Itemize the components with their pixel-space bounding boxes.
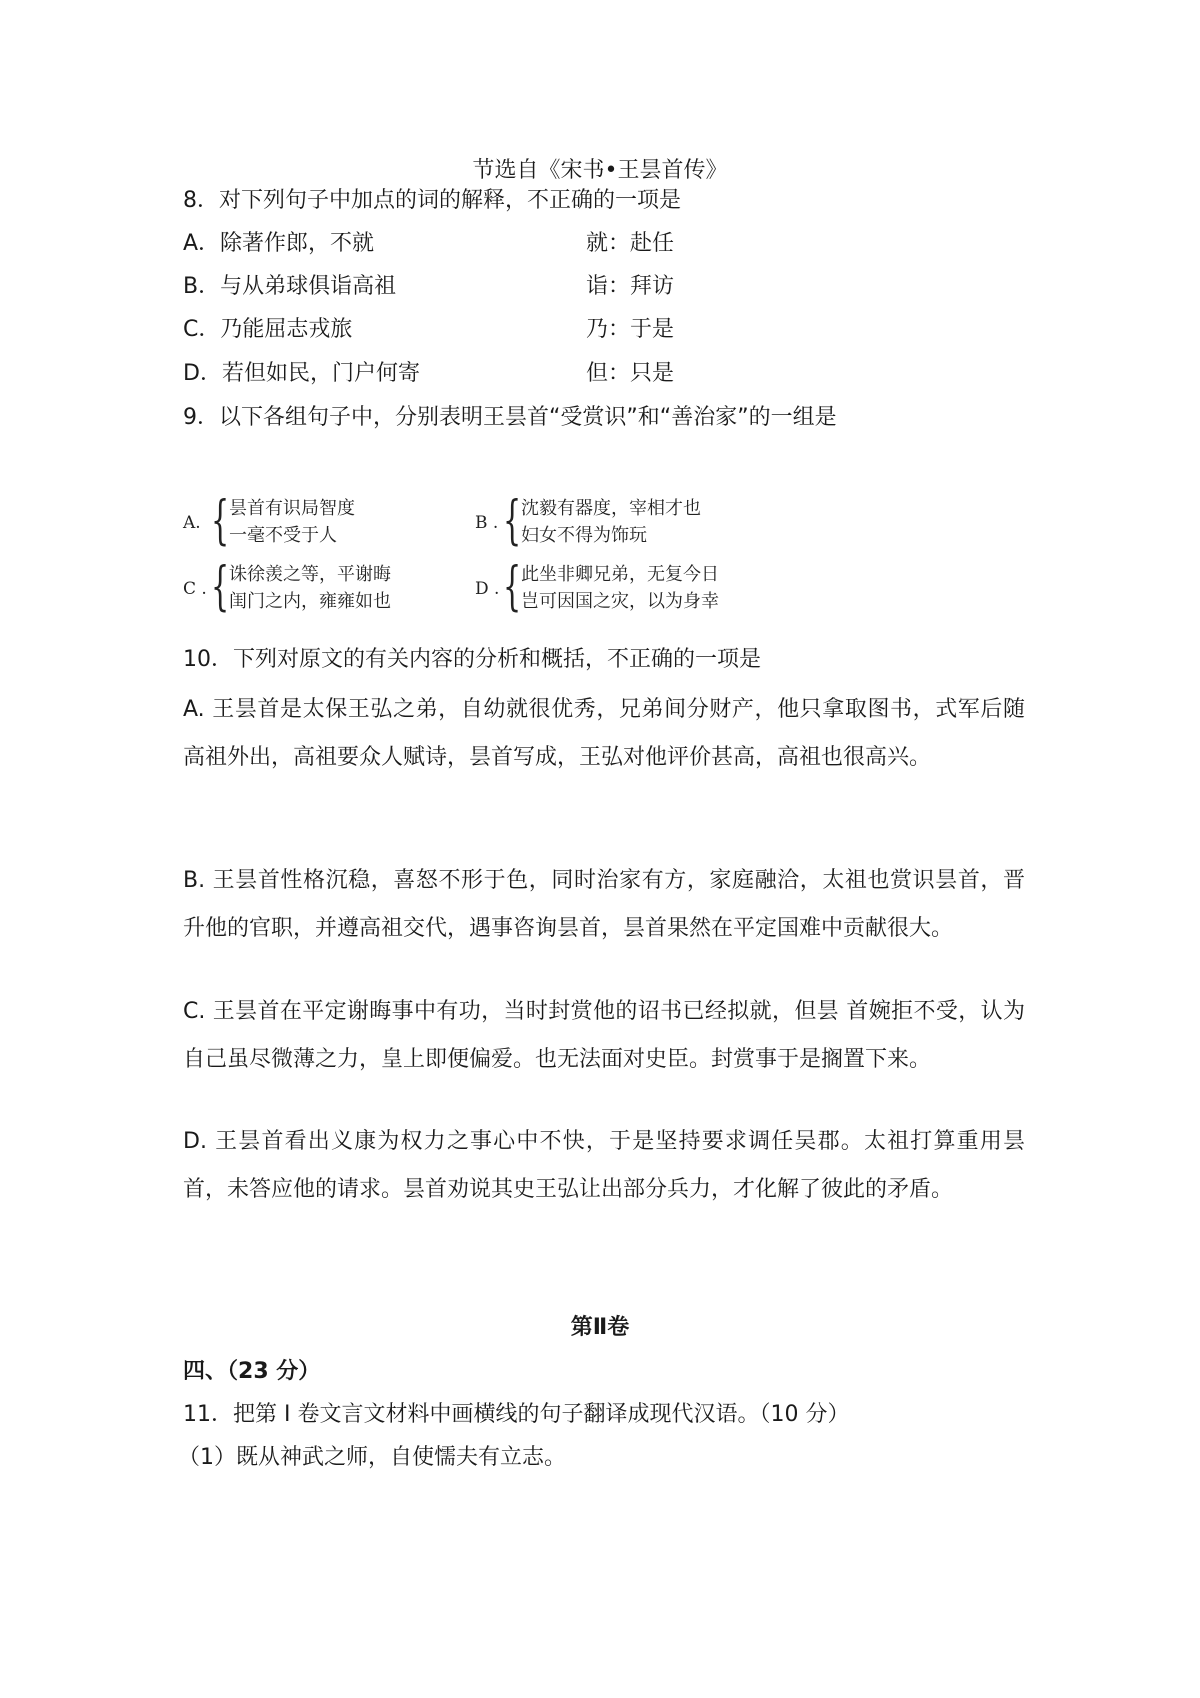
question-10-option-b: B. 王昙首性格沉稳，喜怒不形于色，同时治家有方，家庭融洽，太祖也赏识昙首，晋升他的官职，并遵高祖交代，遇事咨询昙首，昙首果然在平定国难中贡献很大。	[183, 868, 1025, 941]
option-b-sentence: B．与从弟球俱诣高祖	[183, 274, 397, 299]
option-line: 闺门之内，雍雍如也	[229, 591, 391, 612]
option-a-gloss: 就：赴任	[586, 231, 675, 256]
question-10-option-c: C. 王昙首在平定谢晦事中有功，当时封赏他的诏书已经拟就，但昙 首婉拒不受，认为自己虽尽微薄之力，皇上即便偏爱。也无法面对史臣。封赏事于是搁置下来。	[183, 999, 1025, 1072]
option-line: 诛徐羡之等，平谢晦	[229, 564, 391, 585]
part-4-suffix: 分）	[268, 1359, 321, 1384]
option-b-gloss: 诣：拜访	[586, 274, 675, 299]
question-8-stem: 8．对下列句子中加点的词的解释，不正确的一项是	[183, 188, 681, 213]
question-9-option-d	[475, 559, 765, 619]
question-9-options-image	[183, 493, 763, 621]
brace-icon: {	[211, 491, 230, 551]
brace-icon: {	[211, 557, 230, 617]
part-4-heading	[183, 1357, 320, 1387]
option-a-sentence: A．除著作郎，不就	[183, 231, 375, 256]
option-line: 昙首有识局智度	[229, 498, 355, 519]
question-8-option-a	[183, 229, 943, 259]
source-citation: 节选自《宋书•王昙首传》	[472, 158, 728, 183]
option-line: 一毫不受于人	[229, 525, 337, 546]
option-c-sentence: C．乃能屈志戎旅	[183, 317, 353, 342]
option-d-gloss: 但：只是	[586, 361, 675, 386]
question-8-option-d	[183, 359, 943, 389]
option-line: 岂可因国之灾，以为身幸	[521, 591, 719, 612]
question-10-stem: 10．下列对原文的有关内容的分析和概括，不正确的一项是	[183, 647, 761, 672]
question-9-option-b	[475, 493, 765, 553]
option-c-gloss: 乃：于是	[586, 317, 675, 342]
question-11-stem: 11．把第 I 卷文言文材料中画横线的句子翻译成现代汉语。（10 分）	[183, 1402, 850, 1427]
question-8-option-c	[183, 315, 943, 345]
option-line: 此坐非卿兄弟，无复今日	[521, 564, 719, 585]
option-d-sentence: D．若但如民，门户何寄	[183, 361, 420, 386]
option-letter: D .	[475, 579, 500, 599]
question-11-item-1: （1）既从神武之师，自使懦夫有立志。	[178, 1445, 566, 1470]
option-letter: B .	[475, 513, 499, 533]
option-letter: C .	[183, 579, 207, 599]
section-2-title: 第Ⅱ卷	[570, 1315, 630, 1340]
question-10-option-a: A. 王昙首是太保王弘之弟，自幼就很优秀，兄弟间分财产，他只拿取图书，式军后随高祖外出，高祖要众人赋诗，昙首写成，王弘对他评价甚高，高祖也很高兴。	[183, 697, 1025, 770]
brace-icon: {	[503, 491, 522, 551]
part-4-score: 23	[238, 1359, 269, 1384]
option-line: 沈毅有器度，宰相才也	[521, 498, 701, 519]
question-9-option-c	[183, 559, 473, 619]
question-9-option-a	[183, 493, 473, 553]
option-letter: A.	[183, 513, 201, 533]
brace-icon: {	[503, 557, 522, 617]
question-8-option-b	[183, 272, 943, 302]
question-10-option-d: D. 王昙首看出义康为权力之事心中不快，于是坚持要求调任吴郡。太祖打算重用昙首，未答应他的请求。昙首劝说其史王弘让出部分兵力，才化解了彼此的矛盾。	[183, 1129, 1025, 1202]
part-4-prefix: 四、（	[183, 1359, 239, 1384]
option-line: 妇女不得为饰玩	[521, 525, 647, 546]
question-9-stem: 9．以下各组句子中，分别表明王昙首“受赏识”和“善治家”的一组是	[183, 405, 837, 430]
